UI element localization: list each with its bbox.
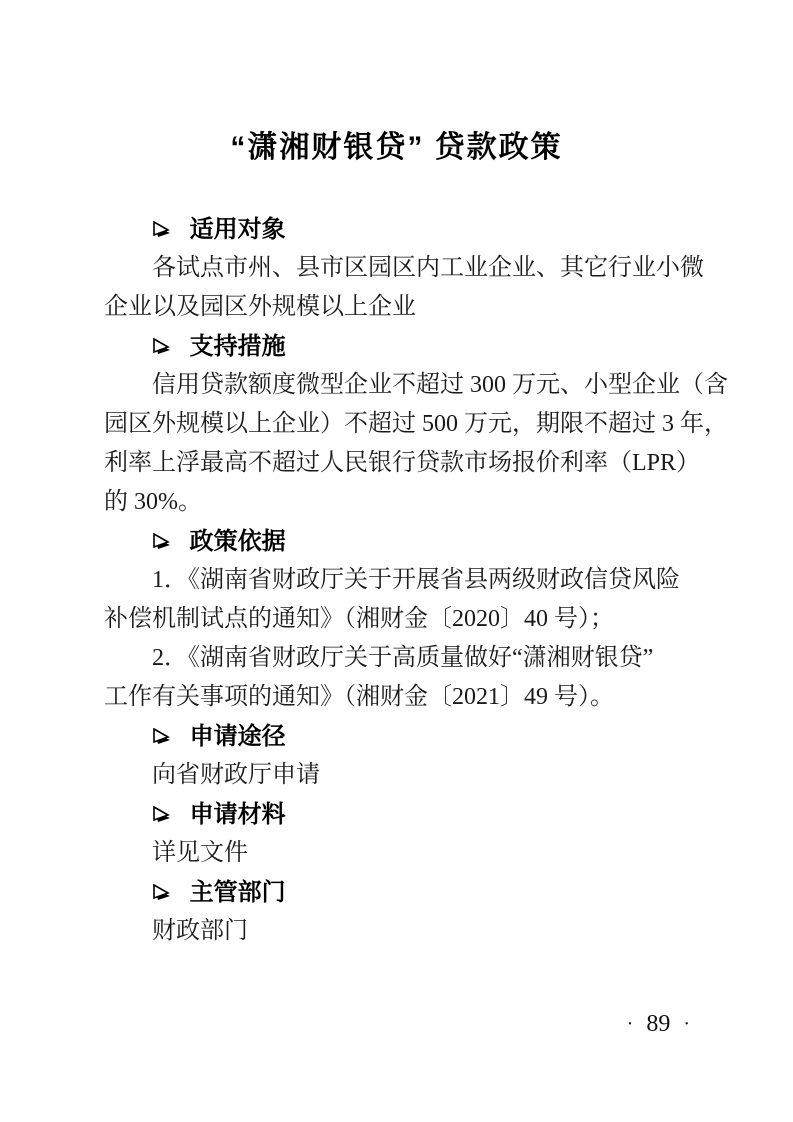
section-heading-support-measures bbox=[104, 327, 704, 366]
arrowhead-right-icon bbox=[152, 338, 171, 355]
section-heading-application-channel bbox=[104, 717, 704, 756]
page-number bbox=[627, 1006, 690, 1042]
page-number-right-dot: · bbox=[683, 1013, 690, 1035]
section-heading-application-materials bbox=[104, 795, 704, 834]
page-number-value: 89 bbox=[646, 1011, 671, 1037]
body-line: 补偿机制试点的通知》（湘财金〔2020〕40 号）； bbox=[104, 606, 614, 632]
section-heading-label: 适用对象 bbox=[189, 216, 286, 243]
body-line: 利率上浮最高不超过人民银行贷款市场报价利率（LPR） bbox=[104, 450, 701, 476]
page-title: “潇湘财银贷” 贷款政策 bbox=[230, 131, 563, 164]
section-heading-applicable-scope bbox=[104, 210, 704, 249]
body-line: 企业以及园区外规模以上企业 bbox=[104, 294, 416, 320]
section-heading-label: 申请途径 bbox=[189, 723, 286, 750]
body-line: 各试点市州、县市区园区内工业企业、其它行业小微 bbox=[152, 255, 704, 281]
section-heading-policy-basis bbox=[104, 522, 704, 561]
body-line: 财政部门 bbox=[152, 918, 248, 944]
section-heading-label: 政策依据 bbox=[189, 528, 286, 555]
body-line: 的 30%。 bbox=[104, 489, 202, 515]
page-number-left-dot: · bbox=[626, 1013, 634, 1035]
arrowhead-right-icon bbox=[152, 728, 171, 745]
body-line: 详见文件 bbox=[152, 840, 248, 866]
section-heading-label: 支持措施 bbox=[189, 333, 286, 360]
arrowhead-right-icon bbox=[152, 806, 171, 823]
body-line: 园区外规模以上企业）不超过 500 万元，期限不超过 3 年， bbox=[104, 411, 728, 437]
section-heading-competent-department bbox=[104, 873, 704, 912]
section-heading-label: 主管部门 bbox=[189, 879, 286, 906]
arrowhead-right-icon bbox=[152, 533, 171, 550]
arrowhead-right-icon bbox=[152, 884, 171, 901]
document-content bbox=[104, 210, 728, 951]
body-line-list-item-1: 1．《湖南省财政厅关于开展省县两级财政信贷风险 bbox=[152, 567, 680, 593]
body-line: 信用贷款额度微型企业不超过 300 万元、小型企业（含 bbox=[152, 372, 728, 398]
body-line-list-item-2: 2．《湖南省财政厅关于高质量做好“潇湘财银贷” bbox=[152, 645, 654, 671]
arrowhead-right-icon bbox=[152, 221, 171, 238]
section-heading-label: 申请材料 bbox=[189, 801, 286, 828]
body-line: 工作有关事项的通知》（湘财金〔2021〕49 号）。 bbox=[104, 684, 614, 710]
body-line: 向省财政厅申请 bbox=[152, 762, 320, 788]
